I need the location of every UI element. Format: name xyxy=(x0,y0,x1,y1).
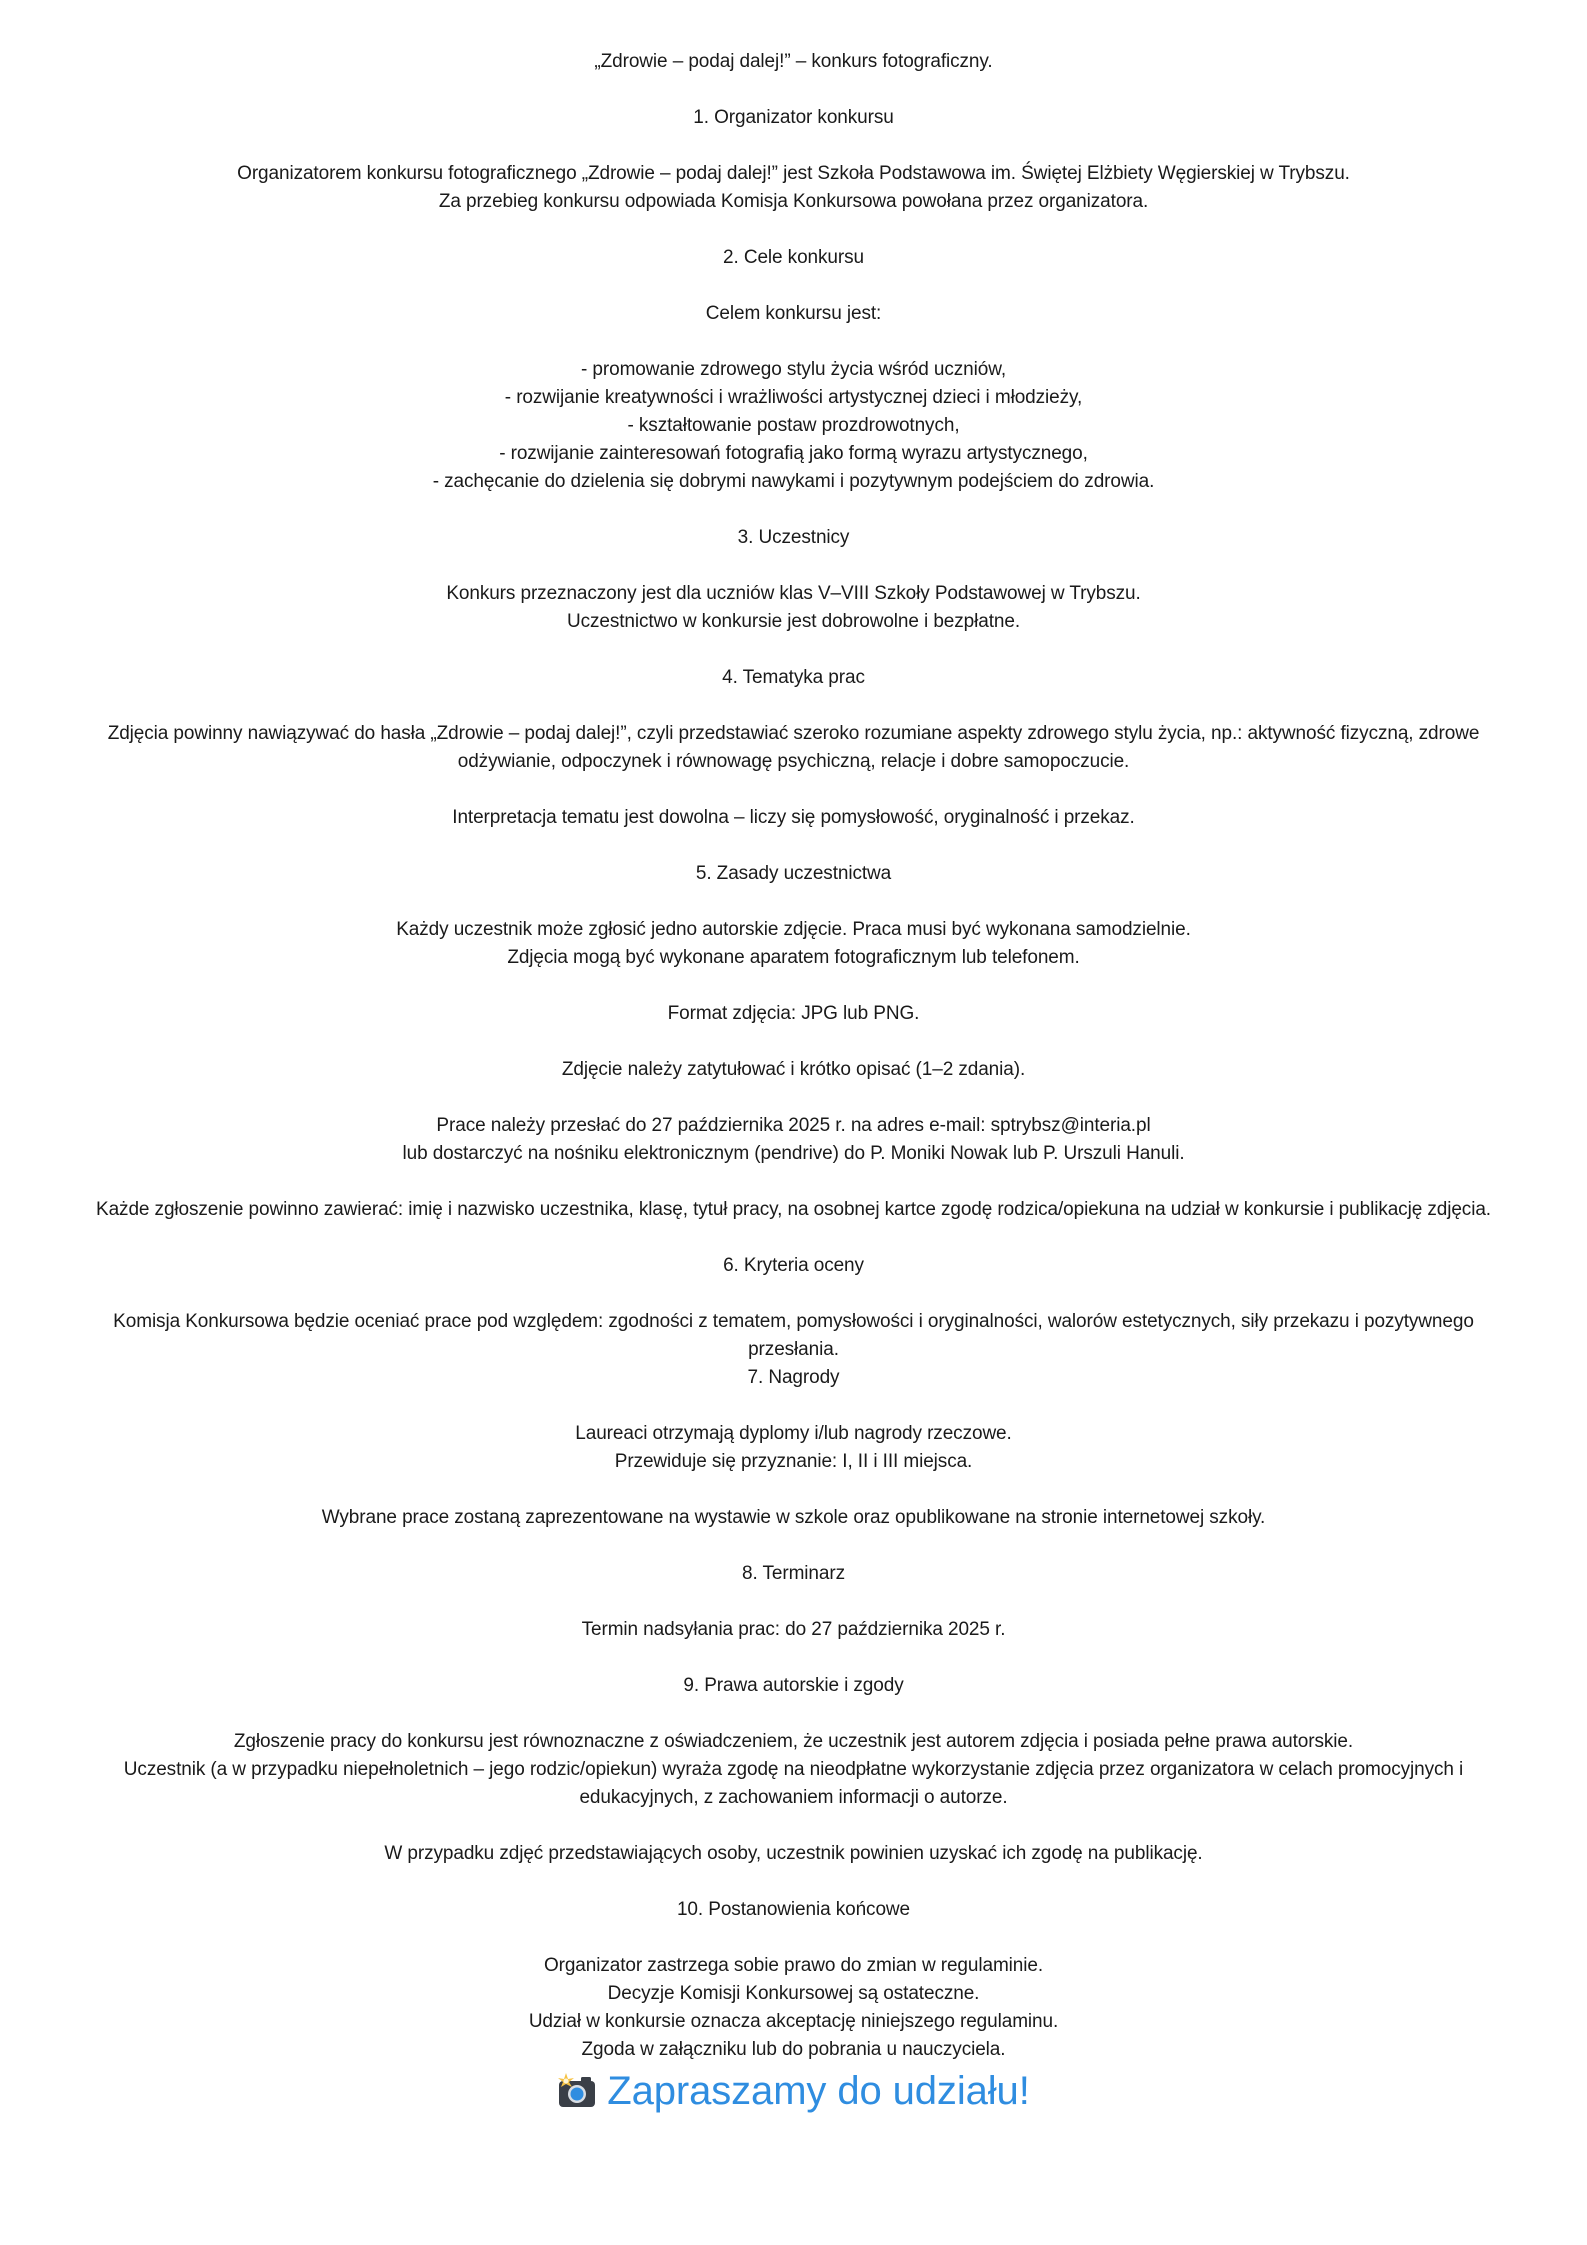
paragraph-line: Zdjęcie należy zatytułować i krótko opisać (1–2 zdania). xyxy=(561,1059,1026,1080)
paragraph-line: Zgoda w załączniku lub do pobrania u nauczyciela. xyxy=(581,2039,1006,2060)
spacer xyxy=(0,888,1587,916)
spacer xyxy=(0,132,1587,160)
spacer xyxy=(0,972,1587,1000)
paragraph-line: - rozwijanie zainteresowań fotografią jako formą wyrazu artystycznego, xyxy=(499,443,1088,464)
paragraph-line: - rozwijanie kreatywności i wrażliwości artystycznej dzieci i młodzieży, xyxy=(504,387,1083,408)
paragraph-line: Format zdjęcia: JPG lub PNG. xyxy=(667,1003,920,1024)
paragraph-line: Przewiduje się przyznanie: I, II i III miejsca. xyxy=(614,1451,973,1472)
section-heading: 10. Postanowienia końcowe xyxy=(676,1899,911,1920)
paragraph-line: Uczestnictwo w konkursie jest dobrowolne i bezpłatne. xyxy=(566,611,1021,632)
spacer xyxy=(0,1280,1587,1308)
section-heading: 3. Uczestnicy xyxy=(737,527,850,548)
section-heading: 6. Kryteria oceny xyxy=(723,1255,864,1276)
paragraph-line: Termin nadsyłania prac: do 27 października 2025 r. xyxy=(581,1619,1006,1640)
paragraph-line: Zdjęcia powinny nawiązywać do hasła „Zdrowie – podaj dalej!”, czyli przedstawiać szeroko rozumiane aspekty zdrowego stylu życia, np.: aktywność fizyczną, zdrowe odżywianie, odpoczynek i równowagę psychiczną, relacje i dobre samopoczucie. xyxy=(107,723,1480,772)
spacer xyxy=(0,1392,1587,1420)
paragraph-line: Komisja Konkursowa będzie oceniać prace pod względem: zgodności z tematem, pomysłowości i oryginalności, walorów estetycznych, siły przekazu i pozytywnego przesłania. xyxy=(113,1311,1474,1360)
spacer xyxy=(0,552,1587,580)
paragraph-line: Każde zgłoszenie powinno zawierać: imię i nazwisko uczestnika, klasę, tytuł pracy, na osobnej kartce zgodę rodzica/opiekuna na udział w konkursie i publikację zdjęcia. xyxy=(96,1199,1491,1220)
document-title: „Zdrowie – podaj dalej!” – konkurs fotograficzny. xyxy=(594,51,993,72)
spacer xyxy=(0,1868,1587,1896)
section-heading: 7. Nagrody xyxy=(747,1367,840,1388)
spacer xyxy=(0,216,1587,244)
paragraph-line: Decyzje Komisji Konkursowej są ostateczne. xyxy=(607,1983,980,2004)
sections xyxy=(0,104,1587,2064)
footer-text: Zapraszamy do udziału! xyxy=(607,2069,1030,2113)
spacer xyxy=(0,1028,1587,1056)
spacer xyxy=(0,1588,1587,1616)
document xyxy=(0,48,1587,2116)
paragraph-line: Uczestnik (a w przypadku niepełnoletnich – jego rodzic/opiekun) wyraża zgodę na nieodpłatne wykorzystanie zdjęcia przez organizatora w celach promocyjnych i edukacyjnych, z zachowaniem informacji o autorze. xyxy=(123,1759,1464,1808)
spacer xyxy=(0,692,1587,720)
spacer xyxy=(0,1644,1587,1672)
paragraph-line: Konkurs przeznaczony jest dla uczniów klas V–VIII Szkoły Podstawowej w Trybszu. xyxy=(446,583,1141,604)
spacer xyxy=(0,1084,1587,1112)
paragraph-line: Interpretacja tematu jest dowolna – liczy się pomysłowość, oryginalność i przekaz. xyxy=(452,807,1135,828)
section-heading: 8. Terminarz xyxy=(742,1563,845,1584)
spacer xyxy=(0,1476,1587,1504)
paragraph-line: Zgłoszenie pracy do konkursu jest równoznaczne z oświadczeniem, że uczestnik jest autorem zdjęcia i posiada pełne prawa autorskie. xyxy=(233,1731,1354,1752)
section-heading: 9. Prawa autorskie i zgody xyxy=(683,1675,904,1696)
spacer xyxy=(0,636,1587,664)
paragraph-line: W przypadku zdjęć przedstawiających osoby, uczestnik powinien uzyskać ich zgodę na publikację. xyxy=(384,1843,1203,1864)
spacer xyxy=(0,1700,1587,1728)
paragraph-line: Wybrane prace zostaną zaprezentowane na wystawie w szkole oraz opublikowane na stronie internetowej szkoły. xyxy=(321,1507,1266,1528)
paragraph-line: Organizatorem konkursu fotograficznego „Zdrowie – podaj dalej!” jest Szkoła Podstawowa im. Świętej Elżbiety Węgierskiej w Trybszu. xyxy=(237,163,1350,184)
spacer xyxy=(0,496,1587,524)
spacer xyxy=(0,76,1587,104)
paragraph-line: lub dostarczyć na nośniku elektronicznym (pendrive) do P. Moniki Nowak lub P. Urszuli Hanuli. xyxy=(402,1143,1185,1164)
camera-with-flash-icon xyxy=(557,2071,597,2107)
spacer xyxy=(0,272,1587,300)
spacer xyxy=(0,832,1587,860)
paragraph-line: Udział w konkursie oznacza akceptację niniejszego regulaminu. xyxy=(528,2011,1059,2032)
spacer xyxy=(0,1812,1587,1840)
paragraph-line: - promowanie zdrowego stylu życia wśród uczniów, xyxy=(581,359,1006,380)
footer-invitation xyxy=(0,2066,1587,2116)
paragraph-line: Organizator zastrzega sobie prawo do zmian w regulaminie. xyxy=(543,1955,1044,1976)
section-heading: 4. Tematyka prac xyxy=(722,667,865,688)
paragraph-line: Każdy uczestnik może zgłosić jedno autorskie zdjęcie. Praca musi być wykonana samodzielnie. xyxy=(396,919,1191,940)
paragraph-line: - kształtowanie postaw prozdrowotnych, xyxy=(627,415,960,436)
paragraph-line: Celem konkursu jest: xyxy=(705,303,882,324)
spacer xyxy=(0,1532,1587,1560)
spacer xyxy=(0,1924,1587,1952)
spacer xyxy=(0,1168,1587,1196)
spacer xyxy=(0,328,1587,356)
section-heading: 5. Zasady uczestnictwa xyxy=(695,863,892,884)
section-heading: 2. Cele konkursu xyxy=(723,247,864,268)
paragraph-line: Zdjęcia mogą być wykonane aparatem fotograficznym lub telefonem. xyxy=(507,947,1080,968)
section-heading: 1. Organizator konkursu xyxy=(693,107,894,128)
paragraph-line: Za przebieg konkursu odpowiada Komisja Konkursowa powołana przez organizatora. xyxy=(438,191,1149,212)
spacer xyxy=(0,776,1587,804)
paragraph-line: - zachęcanie do dzielenia się dobrymi nawykami i pozytywnym podejściem do zdrowia. xyxy=(432,471,1155,492)
paragraph-line: Laureaci otrzymają dyplomy i/lub nagrody rzeczowe. xyxy=(575,1423,1012,1444)
paragraph-line: Prace należy przesłać do 27 października 2025 r. na adres e-mail: sptrybsz@interia.pl xyxy=(436,1115,1151,1136)
spacer xyxy=(0,1224,1587,1252)
